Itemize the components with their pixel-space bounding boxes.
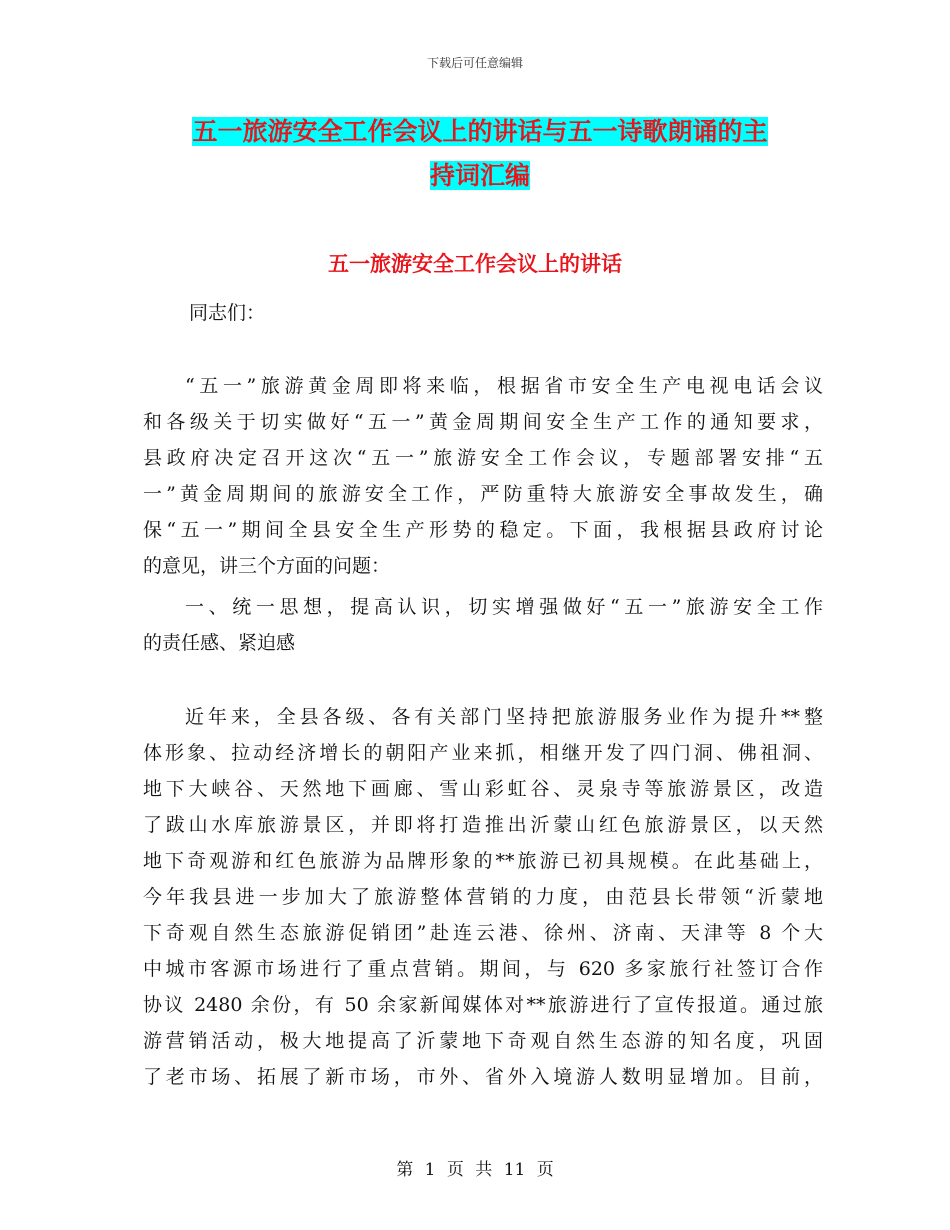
paragraph-3-line: 中城市客源市场进行了重点营销。期间，与 620 多家旅行社签订合作 [143,958,823,980]
paragraph-3-line: 了老市场、拓展了新市场，市外、省外入境游人数明显增加。目前， [143,1066,823,1088]
paragraph-3-line: 体形象、拉动经济增长的朝阳产业来抓，相继开发了四门洞、佛祖洞、 [143,742,823,764]
section-title: 五一旅游安全工作会议上的讲话 [328,252,622,276]
paragraph-3-line: 游营销活动，极大地提高了沂蒙地下奇观自然生态游的知名度，巩固 [143,1030,823,1052]
paragraph-3-line: 地下奇观游和红色旅游为品牌形象的**旅游已初具规模。在此基础上， [143,850,823,872]
paragraph-1-line: “五一”旅游黄金周即将来临，根据省市安全生产电视电话会议 [185,375,823,397]
paragraph-3-line: 今年我县进一步加大了旅游整体营销的力度，由范县长带领“沂蒙地 [143,886,823,908]
paragraph-1-line: 县政府决定召开这次“五一”旅游安全工作会议，专题部署安排“五 [143,447,823,469]
document-title-line-1: 五一旅游安全工作会议上的讲话与五一诗歌朗诵的主 [192,117,768,146]
document-title [150,110,810,198]
paragraph-3-line: 了跋山水库旅游景区，并即将打造推出沂蒙山红色旅游景区，以天然 [143,814,823,836]
paragraph-1-line: 的意见，讲三个方面的问题： [143,555,391,577]
page-number-footer: 第 1 页 共 11 页 [396,1160,554,1180]
paragraph-3-line: 协议 2480 余份，有 50 余家新闻媒体对**旅游进行了宣传报道。通过旅 [143,994,823,1016]
paragraph-2-line: 一、统一思想，提高认识，切实增强做好“五一”旅游安全工作 [185,596,823,618]
paragraph-3-line: 地下大峡谷、天然地下画廊、雪山彩虹谷、灵泉寺等旅游景区，改造 [143,778,823,800]
paragraph-1-line: 和各级关于切实做好“五一”黄金周期间安全生产工作的通知要求， [143,411,823,433]
header-note: 下载后可任意编辑 [426,56,523,70]
paragraph-3-line: 近年来，全县各级、各有关部门坚持把旅游服务业作为提升**整 [185,706,823,728]
paragraph-2-line: 的责任感、紧迫感 [143,632,296,654]
paragraph-1-line: 一”黄金周期间的旅游安全工作，严防重特大旅游安全事故发生，确 [143,483,823,505]
document-title-line-2: 持词汇编 [429,161,530,190]
paragraph-3-line: 下奇观自然生态旅游促销团”赴连云港、徐州、济南、天津等 8 个大 [143,922,823,944]
paragraph-1-line: 保“五一”期间全县安全生产形势的稳定。下面，我根据县政府讨论 [143,519,823,541]
greeting: 同志们： [189,302,266,324]
